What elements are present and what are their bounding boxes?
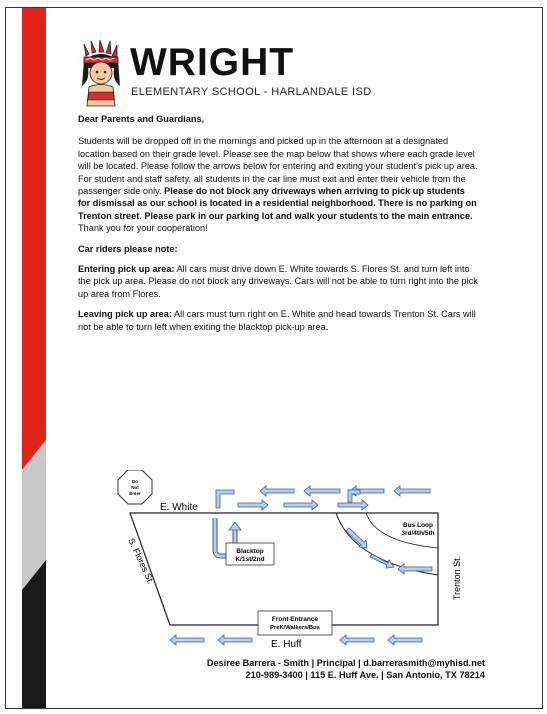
front-entrance-box xyxy=(258,611,332,635)
do-not-enter-sign xyxy=(118,470,152,504)
arrow-huff-1 xyxy=(170,635,204,645)
leaving-label: Leaving pick up area: xyxy=(78,309,172,320)
letter-body xyxy=(78,113,478,341)
street-label-trenton: Trenton St. xyxy=(452,555,462,600)
arrow-white-r4 xyxy=(348,490,360,502)
leaving-paragraph xyxy=(78,308,478,333)
blacktop-line1: Blacktop xyxy=(236,548,264,555)
school-name: WRIGHT xyxy=(130,41,295,84)
letter-paragraph-main xyxy=(78,135,478,234)
para-main-bold: Please do not block any driveways when arriving to pick up students for dismissal as our school is located in a residential neighborhood. There is no parking on Trenton street. Please park in our parking lot and walk your students to the main entrance. xyxy=(78,186,477,221)
arrow-white-r1 xyxy=(238,500,268,510)
busloop-line2: 3rd/4th/5th xyxy=(401,530,435,537)
arrow-white-1 xyxy=(260,486,294,496)
street-label-flores: S. Flores St. xyxy=(126,536,157,586)
arrow-white-turn xyxy=(216,490,234,508)
leaving-text: All cars must turn right on E. White and head towards Trenton St. Cars will not be able to turn left when exiting the blacktop pick-up area. xyxy=(78,309,476,332)
front-line2: PreK/Walkers/Bus xyxy=(270,625,320,631)
arrow-huff-4 xyxy=(388,635,422,645)
blacktop-line2: K/1st/2nd xyxy=(235,556,265,563)
street-label-white: E. White xyxy=(160,502,198,513)
dne-line3: Enter xyxy=(129,491,141,496)
entering-paragraph xyxy=(78,263,478,300)
entering-label: Entering pick up area: xyxy=(78,264,175,275)
arrow-white-2 xyxy=(304,486,340,496)
car-riders-heading: Car riders please note: xyxy=(78,243,178,254)
footer-contact xyxy=(207,657,485,681)
arrow-busloop-2 xyxy=(370,554,394,568)
arrow-white-4 xyxy=(394,486,430,496)
arrow-busloop-1 xyxy=(346,528,367,548)
arrow-huff-2 xyxy=(218,635,252,645)
entering-text: All cars must drive down E. White towards S. Flores St. and turn left into the pick up area. Please do not block any driveways. Cars will not be able to turn right into the pick up area from Flores. xyxy=(78,264,478,299)
dne-line2: Not xyxy=(131,485,139,490)
arrow-busloop-3 xyxy=(398,564,432,574)
busloop-line1: Bus Loop xyxy=(403,522,433,529)
blacktop-box xyxy=(226,543,274,565)
para-main-text: Students will be dropped off in the mornings and picked up in the afternoon at a designated location based on their grade level. Please see the map below that shows where each grade level will be located. Please follow the arrows below for entering and exiting your student's pick up area. For student and staff safety, all students in the car line must exit and enter their vehicle from the passenger side only. xyxy=(78,136,478,197)
footer-line2: 210-989-3400 | 115 E. Huff Ave. | San Antonio, TX 78214 xyxy=(245,670,485,680)
property-outline xyxy=(130,513,438,625)
blacktop-uturn-head xyxy=(229,522,241,530)
para-main-end: Thank you for your cooperation! xyxy=(78,223,208,234)
street-label-huff: E. Huff xyxy=(271,639,302,650)
front-line1: Front Entrance xyxy=(271,616,319,623)
school-subtitle: ELEMENTARY SCHOOL - HARLANDALE ISD xyxy=(131,86,372,98)
dne-line1: Do xyxy=(132,479,138,484)
arrow-huff-3 xyxy=(340,635,374,645)
pickup-map xyxy=(108,470,488,650)
letter-greeting: Dear Parents and Guardians, xyxy=(78,114,205,124)
arrow-white-r3 xyxy=(338,500,368,510)
mascot-logo xyxy=(78,40,124,110)
arrow-white-r2 xyxy=(284,500,318,510)
footer-line1: Desiree Barrera - Smith | Principal | d.barrerasmith@myhisd.net xyxy=(206,658,485,668)
